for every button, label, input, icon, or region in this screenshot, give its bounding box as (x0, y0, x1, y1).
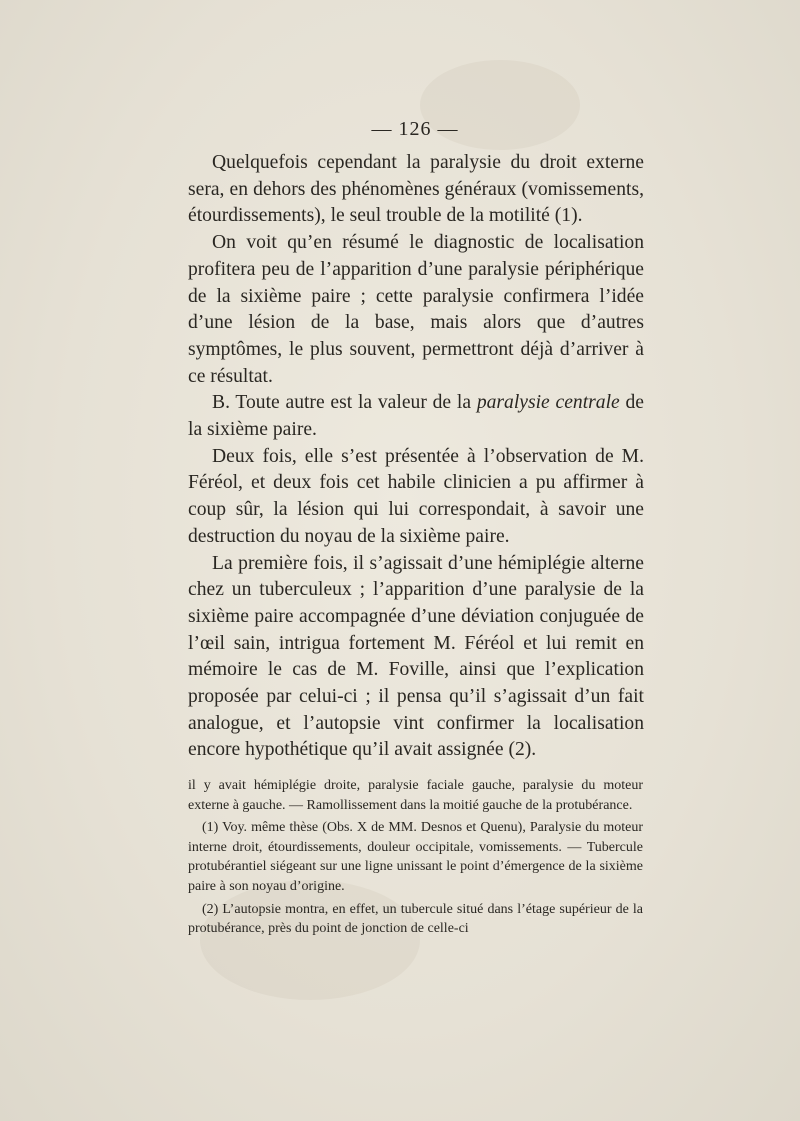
footnote-continuation: il y avait hémiplégie droite, paralysie faciale gauche, paralysie du moteur externe à gauche. — Ramollissement dans la moitié gauche de la protubérance. (188, 778, 643, 813)
paragraph-b-tail: de la sixième paire. (188, 392, 644, 441)
main-text (188, 150, 644, 764)
paragraph: Deux fois, elle s’est présentée à l’observation de M. Féréol, et deux fois cet habile clinicien a pu affirmer à coup sûr, la lésion qui lui correspondait, à savoir une destruction du noyau de la sixième paire. (188, 445, 644, 547)
footnote-1: (1) Voy. même thèse (Obs. X de MM. Desnos et Quenu), Paralysie du moteur interne droit, étourdissements, douleur occipitale, vomissements. — Tubercule protubérantiel siégeant sur une ligne unissant le point d’émergence de la sixième paire à son noyau d’origine. (188, 820, 643, 894)
paragraph: Quelquefois cependant la paralysie du droit externe sera, en dehors des phénomènes généraux (vomissements, étourdissements), le seul trouble de la motilité (1). (188, 152, 644, 227)
paragraph: La première fois, il s’agissait d’une hémiplégie alterne chez un tuberculeux ; l’apparition d’une paralysie de la sixième paire accompagnée d’une déviation conjuguée de l’œil sain, intrigua fortement M. Féréol et lui remit en mémoire le cas de M. Foville, ainsi que l’explication proposée par celui-ci ; il pensa qu’il s’agissait d’un fait analogue, et l’autopsie vint confirmer la localisation encore hypothétique qu’il avait assignée (2). (188, 552, 644, 761)
footnote-2: (2) L’autopsie montra, en effet, un tubercule situé dans l’étage supérieur de la protubérance, près du point de jonction de celle-ci (188, 901, 643, 937)
paragraph-b-lead: B. Toute autre est la valeur de la (212, 392, 477, 414)
footnotes (188, 776, 643, 939)
paragraph: On voit qu’en résumé le diagnostic de localisation profitera peu de l’apparition d’une paralysie périphérique de la sixième paire ; cette paralysie confirmera l’idée d’une lésion de la base, mais alors que d’autres symptômes, le plus souvent, permettront déjà d’arriver à ce résultat. (188, 232, 644, 387)
emphasis-paralysie-centrale: paralysie centrale (476, 392, 620, 414)
page-number: — 126 — (371, 118, 459, 140)
paragraph-b (188, 390, 644, 443)
